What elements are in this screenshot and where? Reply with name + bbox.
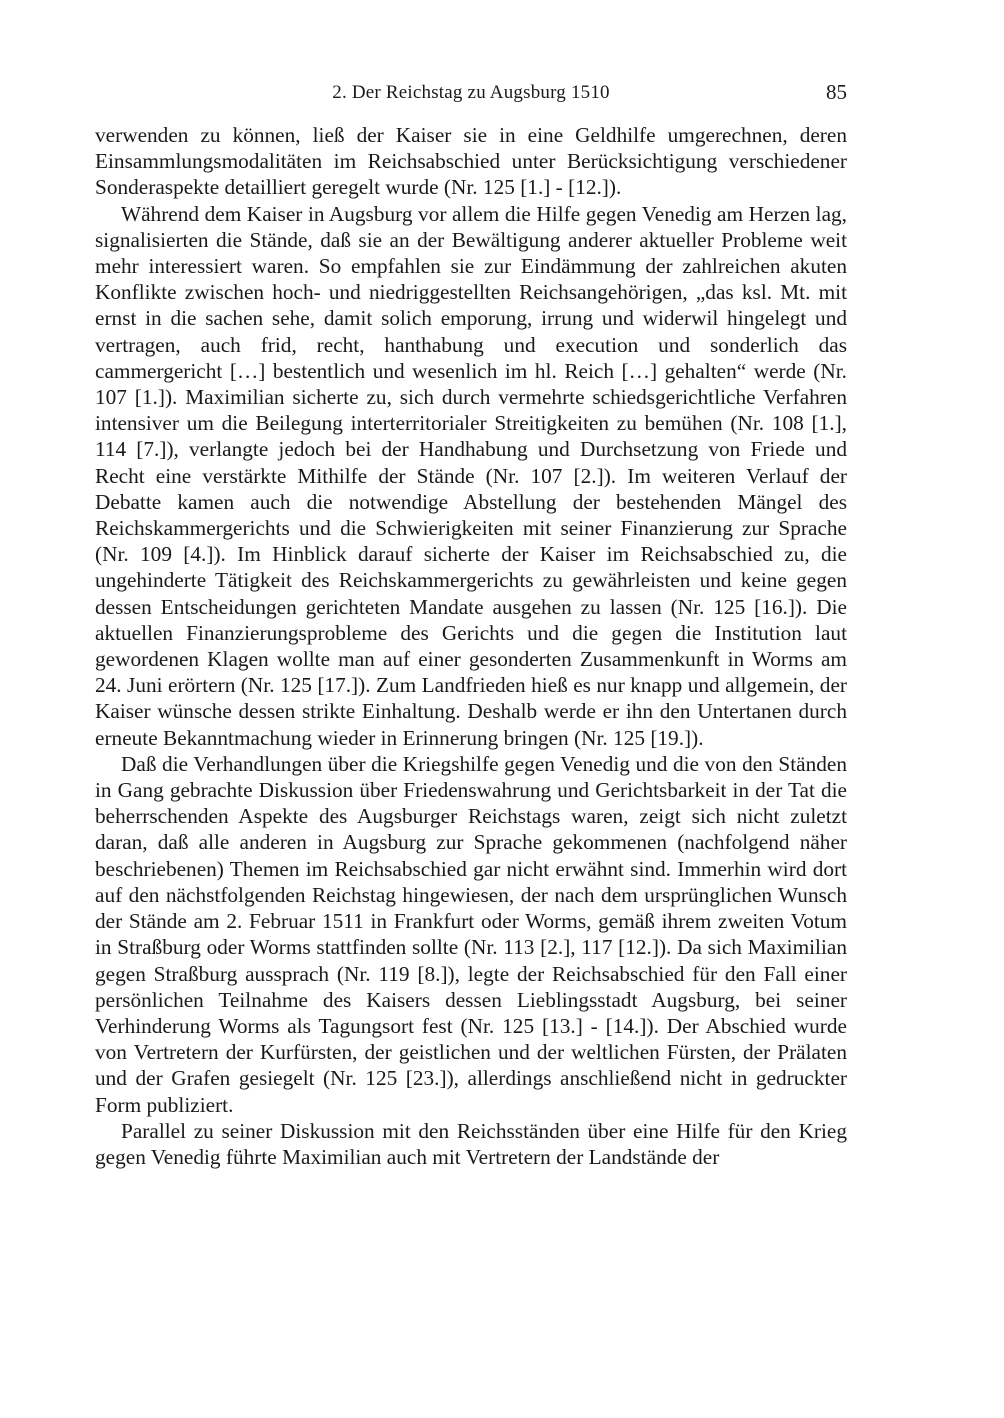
running-head (95, 80, 847, 110)
paragraph: Während dem Kaiser in Augsburg vor allem die Hilfe gegen Venedig am Herzen lag, signalisierten die Stände, daß sie an der Bewältigung anderer aktueller Probleme weit mehr interessiert waren. So empfahlen sie zur Eindämmung der zahlreichen akuten Konflikte zwischen hoch- und niedriggestellten Reichsangehörigen, „das ksl. Mt. mit ernst in die sachen sehe, damit solich emporung, irrung und widerwil hingelegt und vertragen, auch frid, recht, hanthabung und execution und sonderlich das cammergericht […] bestentlich und wesenlich im hl. Reich […] gehalten“ werde (Nr. 107 [1.]). Maximilian sicherte zu, sich durch vermehrte schiedsgerichtliche Verfahren intensiver um die Beilegung interterritorialer Streitigkeiten zu bemühen (Nr. 108 [1.], 114 [7.]), verlangte jedoch bei der Handhabung und Durchsetzung von Friede und Recht eine verstärkte Mithilfe der Stände (Nr. 107 [2.]). Im weiteren Verlauf der Debatte kamen auch die notwendige Abstellung der bestehenden Mängel des Reichskammergerichts und die Schwierigkeiten mit seiner Finanzierung zur Sprache (Nr. 109 [4.]). Im Hinblick darauf sicherte der Kaiser im Reichsabschied zu, die ungehinderte Tätigkeit des Reichskammergerichts zu gewährleisten und keine gegen dessen Entscheidungen gerichteten Mandate ausgehen zu lassen (Nr. 125 [16.]). Die aktuellen Finanzierungsprobleme des Gerichts und die gegen die Institution laut gewordenen Klagen wollte man auf einer gesonderten Zusammenkunft in Worms am 24. Juni erörtern (Nr. 125 [17.]). Zum Landfrieden hieß es nur knapp und allgemein, der Kaiser wünsche dessen strikte Einhaltung. Deshalb werde er ihn den Untertanen durch erneute Bekanntmachung wieder in Erinnerung bringen (Nr. 125 [19.]). (95, 201, 847, 750)
running-title: 2. Der Reichstag zu Augsburg 1510 (332, 82, 610, 103)
paragraph-continued: verwenden zu können, ließ der Kaiser sie in eine Geldhilfe umgerechnen, deren Einsammlungsmodalitäten im Reichsabschied unter Berücksichtigung verschiedener Sonderaspekte detailliert geregelt wurde (Nr. 125 [1.] - [12.]). (95, 123, 847, 200)
paragraph: Daß die Verhandlungen über die Kriegshilfe gegen Venedig und die von den Ständen in Gang gebrachte Diskussion über Friedenswahrung und Gerichtsbarkeit in der Tat die beherrschenden Aspekte des Augsburger Reichstags waren, zeigt sich nicht zuletzt daran, daß alle anderen in Augsburg zur Sprache gekommenen (nachfolgend näher beschriebenen) Themen im Reichsabschied gar nicht erwähnt sind. Immerhin wird dort auf den nächstfolgenden Reichstag hingewiesen, der nach dem ursprünglichen Wunsch der Stände am 2. Februar 1511 in Frankfurt oder Worms, gemäß ihrem zweiten Votum in Straßburg oder Worms stattfinden sollte (Nr. 113 [2.], 117 [12.]). Da sich Maximilian gegen Straßburg aussprach (Nr. 119 [8.]), legte der Reichsabschied für den Fall einer persönlichen Teilnahme des Kaisers dessen Lieblingsstadt Augsburg, bei seiner Verhinderung Worms als Tagungsort fest (Nr. 125 [13.] - [14.]). Der Abschied wurde von Vertretern der Kurfürsten, der geistlichen und der weltlichen Fürsten, der Prälaten und der Grafen gesiegelt (Nr. 125 [23.]), allerdings anschließend nicht in gedruckter Form publiziert. (95, 751, 847, 1117)
body-text (95, 122, 847, 1170)
page-number: 85 (826, 80, 847, 104)
paragraph: Parallel zu seiner Diskussion mit den Reichsständen über eine Hilfe für den Krieg gegen Venedig führte Maximilian auch mit Vertretern der Landstände der (95, 1118, 847, 1169)
